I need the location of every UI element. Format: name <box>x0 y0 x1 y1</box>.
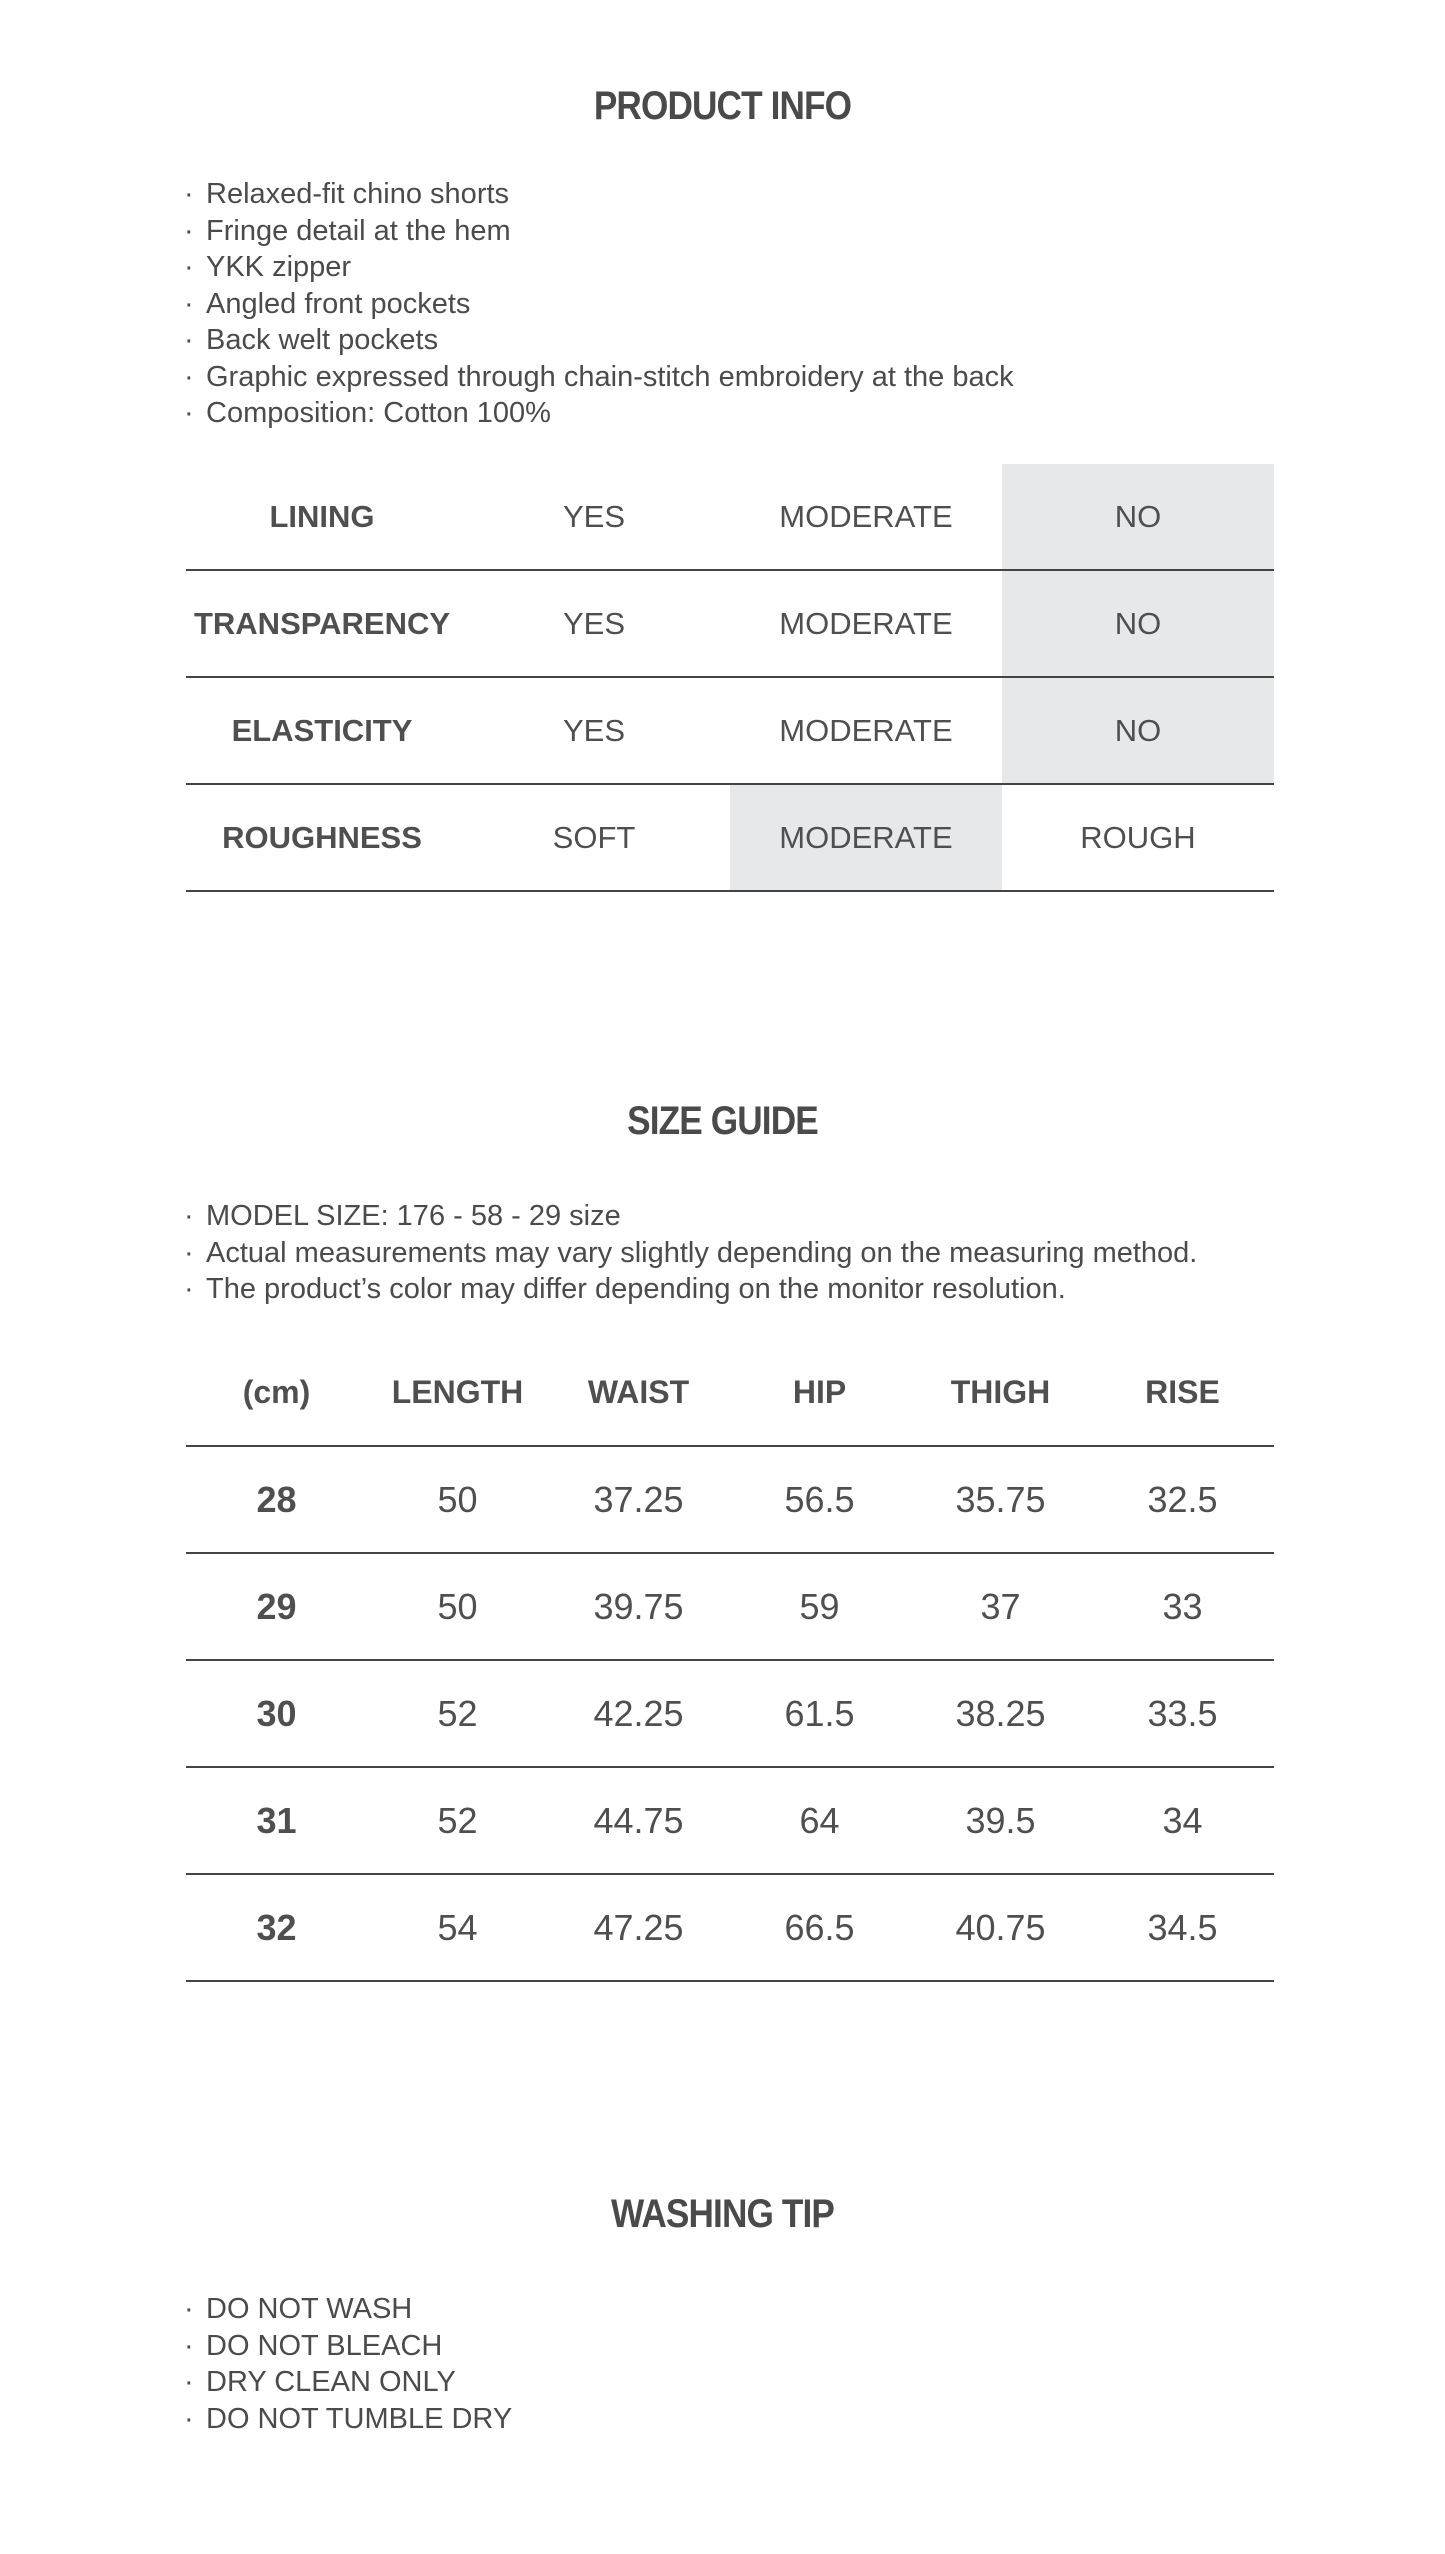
column-header: THIGH <box>910 1340 1091 1446</box>
attribute-label: LINING <box>186 464 458 570</box>
attribute-option: NO <box>1002 677 1274 784</box>
table-cell: 54 <box>367 1874 548 1981</box>
list-item: · The product’s color may differ depending on the monitor resolution. <box>184 1273 1066 1305</box>
list-item: · DRY CLEAN ONLY <box>184 2366 456 2398</box>
attribute-label: TRANSPARENCY <box>186 570 458 677</box>
attribute-label: ELASTICITY <box>186 677 458 784</box>
fabric-attributes-table <box>186 464 1274 892</box>
table-cell: 35.75 <box>910 1446 1091 1553</box>
table-cell: 61.5 <box>729 1660 910 1767</box>
column-header: LENGTH <box>367 1340 548 1446</box>
list-item: · Actual measurements may vary slightly depending on the measuring method. <box>184 1236 1198 1269</box>
list-item: · Graphic expressed through chain-stitch embroidery at the back <box>184 360 1014 393</box>
table-cell: 38.25 <box>910 1660 1091 1767</box>
attribute-option: MODERATE <box>730 677 1002 784</box>
table-cell: 50 <box>367 1553 548 1660</box>
list-item: · DO NOT BLEACH <box>184 2329 443 2362</box>
size-table <box>186 1340 1274 1982</box>
table-row <box>186 570 1274 677</box>
table-cell: 64 <box>729 1767 910 1874</box>
size-label: 28 <box>186 1446 367 1553</box>
table-row <box>186 1446 1274 1553</box>
table-cell: 37 <box>910 1553 1091 1660</box>
table-cell: 34 <box>1091 1767 1274 1874</box>
table-cell: 37.25 <box>548 1446 729 1553</box>
table-cell: 52 <box>367 1767 548 1874</box>
column-header: (cm) <box>186 1340 367 1446</box>
size-label: 32 <box>186 1874 367 1981</box>
table-cell: 66.5 <box>729 1874 910 1981</box>
attribute-option: NO <box>1002 570 1274 677</box>
attribute-label: ROUGHNESS <box>186 784 458 891</box>
column-header: HIP <box>729 1340 910 1446</box>
attribute-option: MODERATE <box>730 464 1002 570</box>
table-cell: 50 <box>367 1446 548 1553</box>
table-row <box>186 1767 1274 1874</box>
table-cell: 59 <box>729 1553 910 1660</box>
table-cell: 39.75 <box>548 1553 729 1660</box>
attribute-option: SOFT <box>458 784 730 891</box>
table-row <box>186 784 1274 891</box>
table-cell: 33 <box>1091 1553 1274 1660</box>
list-item: · MODEL SIZE: 176 - 58 - 29 size <box>184 1200 621 1232</box>
attribute-option: YES <box>458 570 730 677</box>
size-guide-notes <box>184 1198 1197 1308</box>
size-guide-title: SIZE GUIDE <box>627 1099 818 1143</box>
table-row <box>186 1660 1274 1767</box>
list-item: · YKK zipper <box>184 251 352 283</box>
table-cell: 40.75 <box>910 1874 1091 1981</box>
size-label: 31 <box>186 1767 367 1874</box>
table-cell: 52 <box>367 1660 548 1767</box>
table-cell: 44.75 <box>548 1767 729 1874</box>
table-row <box>186 1874 1274 1981</box>
product-info-title: PRODUCT INFO <box>593 84 852 128</box>
washing-tip-list <box>184 2291 512 2437</box>
table-cell: 34.5 <box>1091 1874 1274 1981</box>
list-item: · Fringe detail at the hem <box>184 214 511 247</box>
attribute-option: ROUGH <box>1002 784 1274 891</box>
table-row <box>186 677 1274 784</box>
attribute-option: MODERATE <box>730 784 1002 891</box>
washing-tip-title: WASHING TIP <box>610 2192 835 2236</box>
attribute-option: NO <box>1002 464 1274 570</box>
table-cell: 56.5 <box>729 1446 910 1553</box>
list-item: · Angled front pockets <box>184 287 471 320</box>
table-cell: 42.25 <box>548 1660 729 1767</box>
table-row <box>186 464 1274 570</box>
column-header: WAIST <box>548 1340 729 1446</box>
product-info-list <box>184 176 1014 432</box>
table-cell: 39.5 <box>910 1767 1091 1874</box>
table-cell: 33.5 <box>1091 1660 1274 1767</box>
list-item: · Back welt pockets <box>184 324 439 356</box>
attribute-option: MODERATE <box>730 570 1002 677</box>
attribute-option: YES <box>458 677 730 784</box>
table-header-row <box>186 1340 1274 1446</box>
table-row <box>186 1553 1274 1660</box>
list-item: · Composition: Cotton 100% <box>184 397 551 429</box>
size-label: 30 <box>186 1660 367 1767</box>
attribute-option: YES <box>458 464 730 570</box>
list-item: · DO NOT WASH <box>184 2293 413 2325</box>
table-cell: 32.5 <box>1091 1446 1274 1553</box>
table-cell: 47.25 <box>548 1874 729 1981</box>
list-item: · Relaxed-fit chino shorts <box>184 178 510 210</box>
size-label: 29 <box>186 1553 367 1660</box>
list-item: · DO NOT TUMBLE DRY <box>184 2402 513 2435</box>
column-header: RISE <box>1091 1340 1274 1446</box>
